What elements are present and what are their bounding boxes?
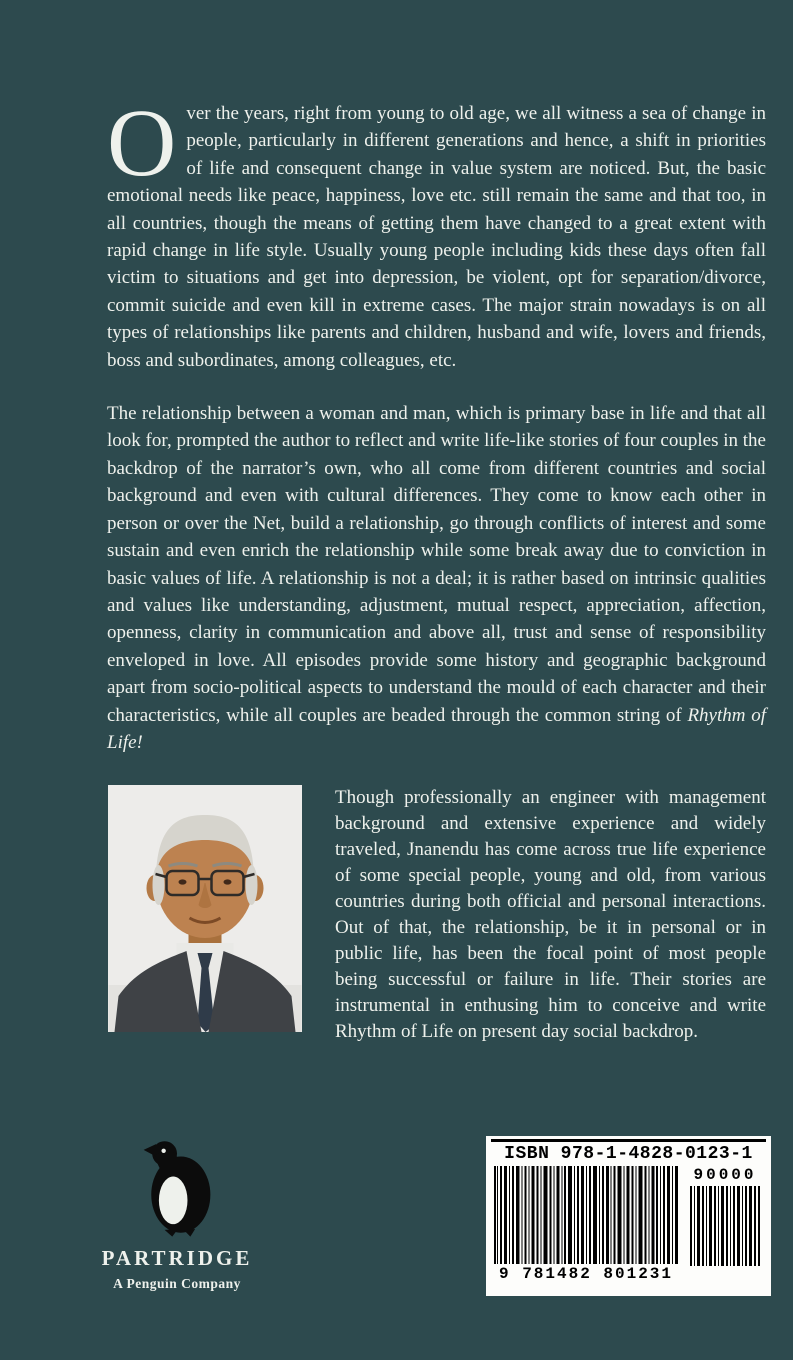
price-add-on-code: 90000 — [693, 1166, 757, 1184]
author-section — [108, 785, 766, 1045]
publisher-tagline: A Penguin Company — [113, 1276, 241, 1291]
synopsis-paragraph-1 — [107, 89, 766, 374]
book-title-italic: Rhythm of Life! — [107, 704, 766, 753]
barcode-main — [494, 1166, 678, 1284]
addon-barcode-bars — [690, 1186, 760, 1266]
synopsis — [107, 89, 766, 756]
ean-digits: 9 781482 801231 — [498, 1265, 674, 1283]
barcode-row — [486, 1166, 771, 1284]
author-portrait-illustration — [108, 785, 302, 1032]
author-bio: Though professionally an engineer with management background and extensive experience and widely traveled, Jnanendu has come across true life experience of some special people, young and old, from various countries during both official and personal interactions. Out of that, the relationship, be it in personal or in public life, has been the focal point of most people being successful or failure in life. Their stories are instrumental in enthusing him to conceive and write Rhythm of Life on present day social backdrop. — [335, 787, 766, 1042]
isbn-number: ISBN 978-1-4828-0123-1 — [504, 1144, 753, 1164]
publisher-logo-block — [94, 1137, 260, 1292]
barcode-block — [486, 1136, 771, 1296]
synopsis-paragraph-2 — [107, 400, 766, 756]
synopsis-paragraph-1-text: ver the years, right from young to old age, we all witness a sea of change in people, particularly in different generations and hence, a shift in priorities of life and consequent change in value system are noticed. But, the basic emotional needs like peace, happiness, love etc. still remain the same and that too, in all countries, though the means of getting them have changed to a great extent with rapid change in life style. Usually young people including kids these days often fall victim to situations and get into depression, be violent, opt for separation/divorce, commit suicide and even kill in extreme cases. The major strain nowadays is on all types of relationships like parents and children, husband and wife, lovers and friends, boss and subordinates, among colleagues, etc. — [107, 103, 766, 371]
ean-barcode-bars — [494, 1166, 678, 1264]
partridge-bird-icon — [136, 1137, 218, 1237]
drop-cap: O — [107, 89, 177, 196]
publisher-name: PARTRIDGE — [101, 1246, 253, 1270]
synopsis-paragraph-2-text: The relationship between a woman and man, which is primary base in life and that all look for, prompted the author to reflect and write life-like stories of four couples in the backdrop of the narrator’s own, who all come from different countries and social background and even with cultural differences. They come to know each other in person or over the Net, build a relationship, go through conflicts of interest and some sustain and even enrich the relationship while some break away due to conviction in basic values of life. A relationship is not a deal; it is rather based on intrinsic qualities and values like understanding, adjustment, mutual respect, appreciation, affection, openness, clarity in communication and above all, trust and sense of responsibility enveloped in love. All episodes provide some history and geographic background apart from socio-political aspects to understand the mould of each character and their characteristics, while all couples are beaded through the common string of — [107, 403, 766, 726]
barcode-addon — [690, 1166, 760, 1284]
author-photo — [108, 785, 302, 1032]
